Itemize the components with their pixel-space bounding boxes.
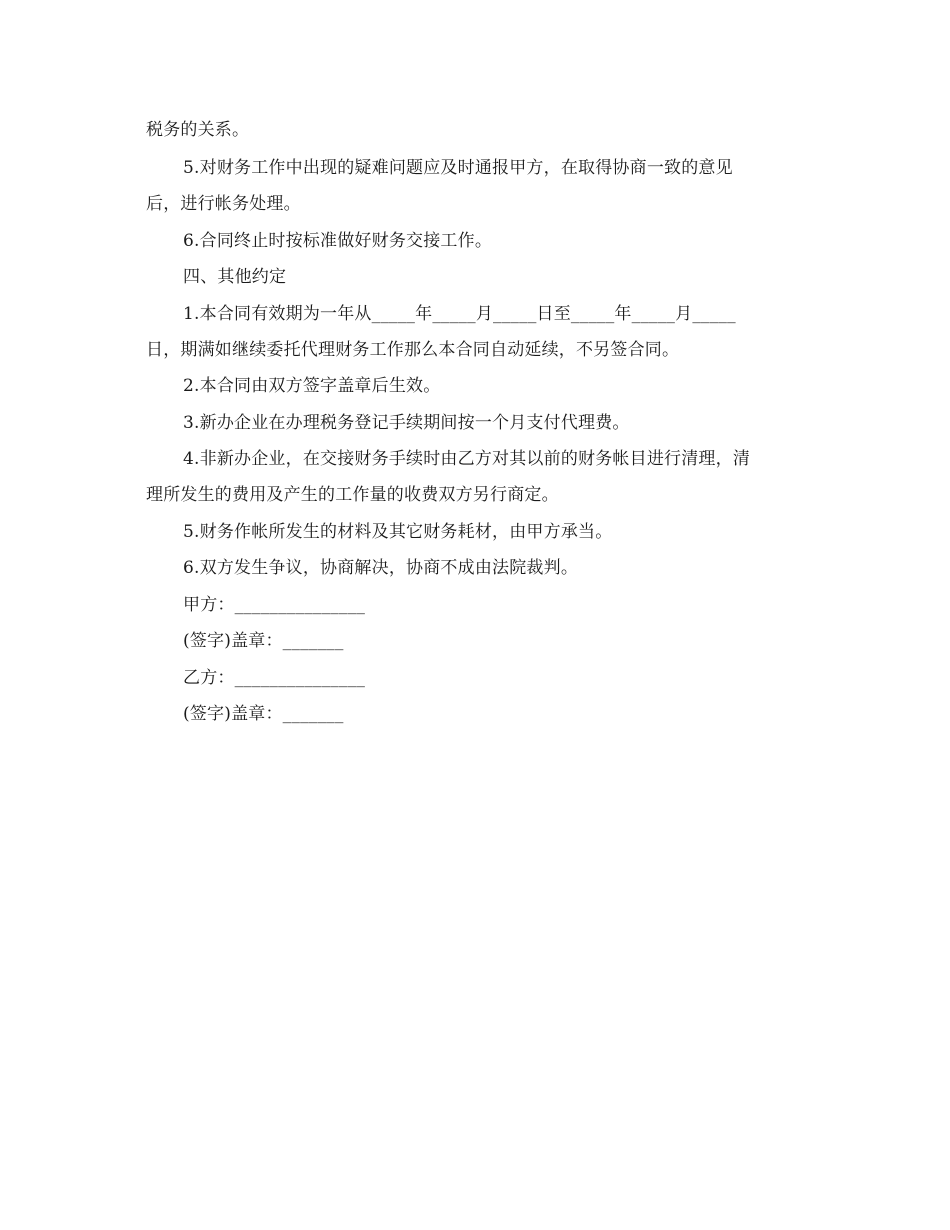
clause-4-2: 2.本合同由双方签字盖章后生效。 <box>183 376 441 396</box>
party-b-seal-line: (签字)盖章：_______ <box>183 704 344 724</box>
clause-4-4-line-2: 理所发生的费用及产生的工作量的收费双方另行商定。 <box>146 485 559 505</box>
clause-3-5-line-1: 5.对财务工作中出现的疑难问题应及时通报甲方，在取得协商一致的意见 <box>183 158 733 178</box>
clause-4-1-line-1: 1.本合同有效期为一年从_____年_____月_____日至_____年_____月_____ <box>183 304 736 324</box>
clause-4-1-line-2: 日，期满如继续委托代理财务工作那么本合同自动延续，不另签合同。 <box>146 340 680 360</box>
clause-4-4-line-1: 4.非新办企业，在交接财务手续时由乙方对其以前的财务帐目进行清理，清 <box>183 449 751 469</box>
clause-4-5: 5.财务作帐所发生的材料及其它财务耗材，由甲方承当。 <box>183 522 613 542</box>
text-line-tax-relation: 税务的关系。 <box>146 120 250 140</box>
section-heading-other-terms: 四、其他约定 <box>183 267 287 287</box>
party-a-signature-line: 甲方：_______________ <box>183 595 366 615</box>
party-a-seal-line: (签字)盖章：_______ <box>183 631 344 651</box>
clause-4-3: 3.新办企业在办理税务登记手续期间按一个月支付代理费。 <box>183 413 630 433</box>
party-b-signature-line: 乙方：_______________ <box>183 668 366 688</box>
clause-3-5-line-2: 后，进行帐务处理。 <box>146 194 301 214</box>
clause-3-6: 6.合同终止时按标准做好财务交接工作。 <box>183 231 493 251</box>
clause-4-6: 6.双方发生争议，协商解决，协商不成由法院裁判。 <box>183 558 579 578</box>
